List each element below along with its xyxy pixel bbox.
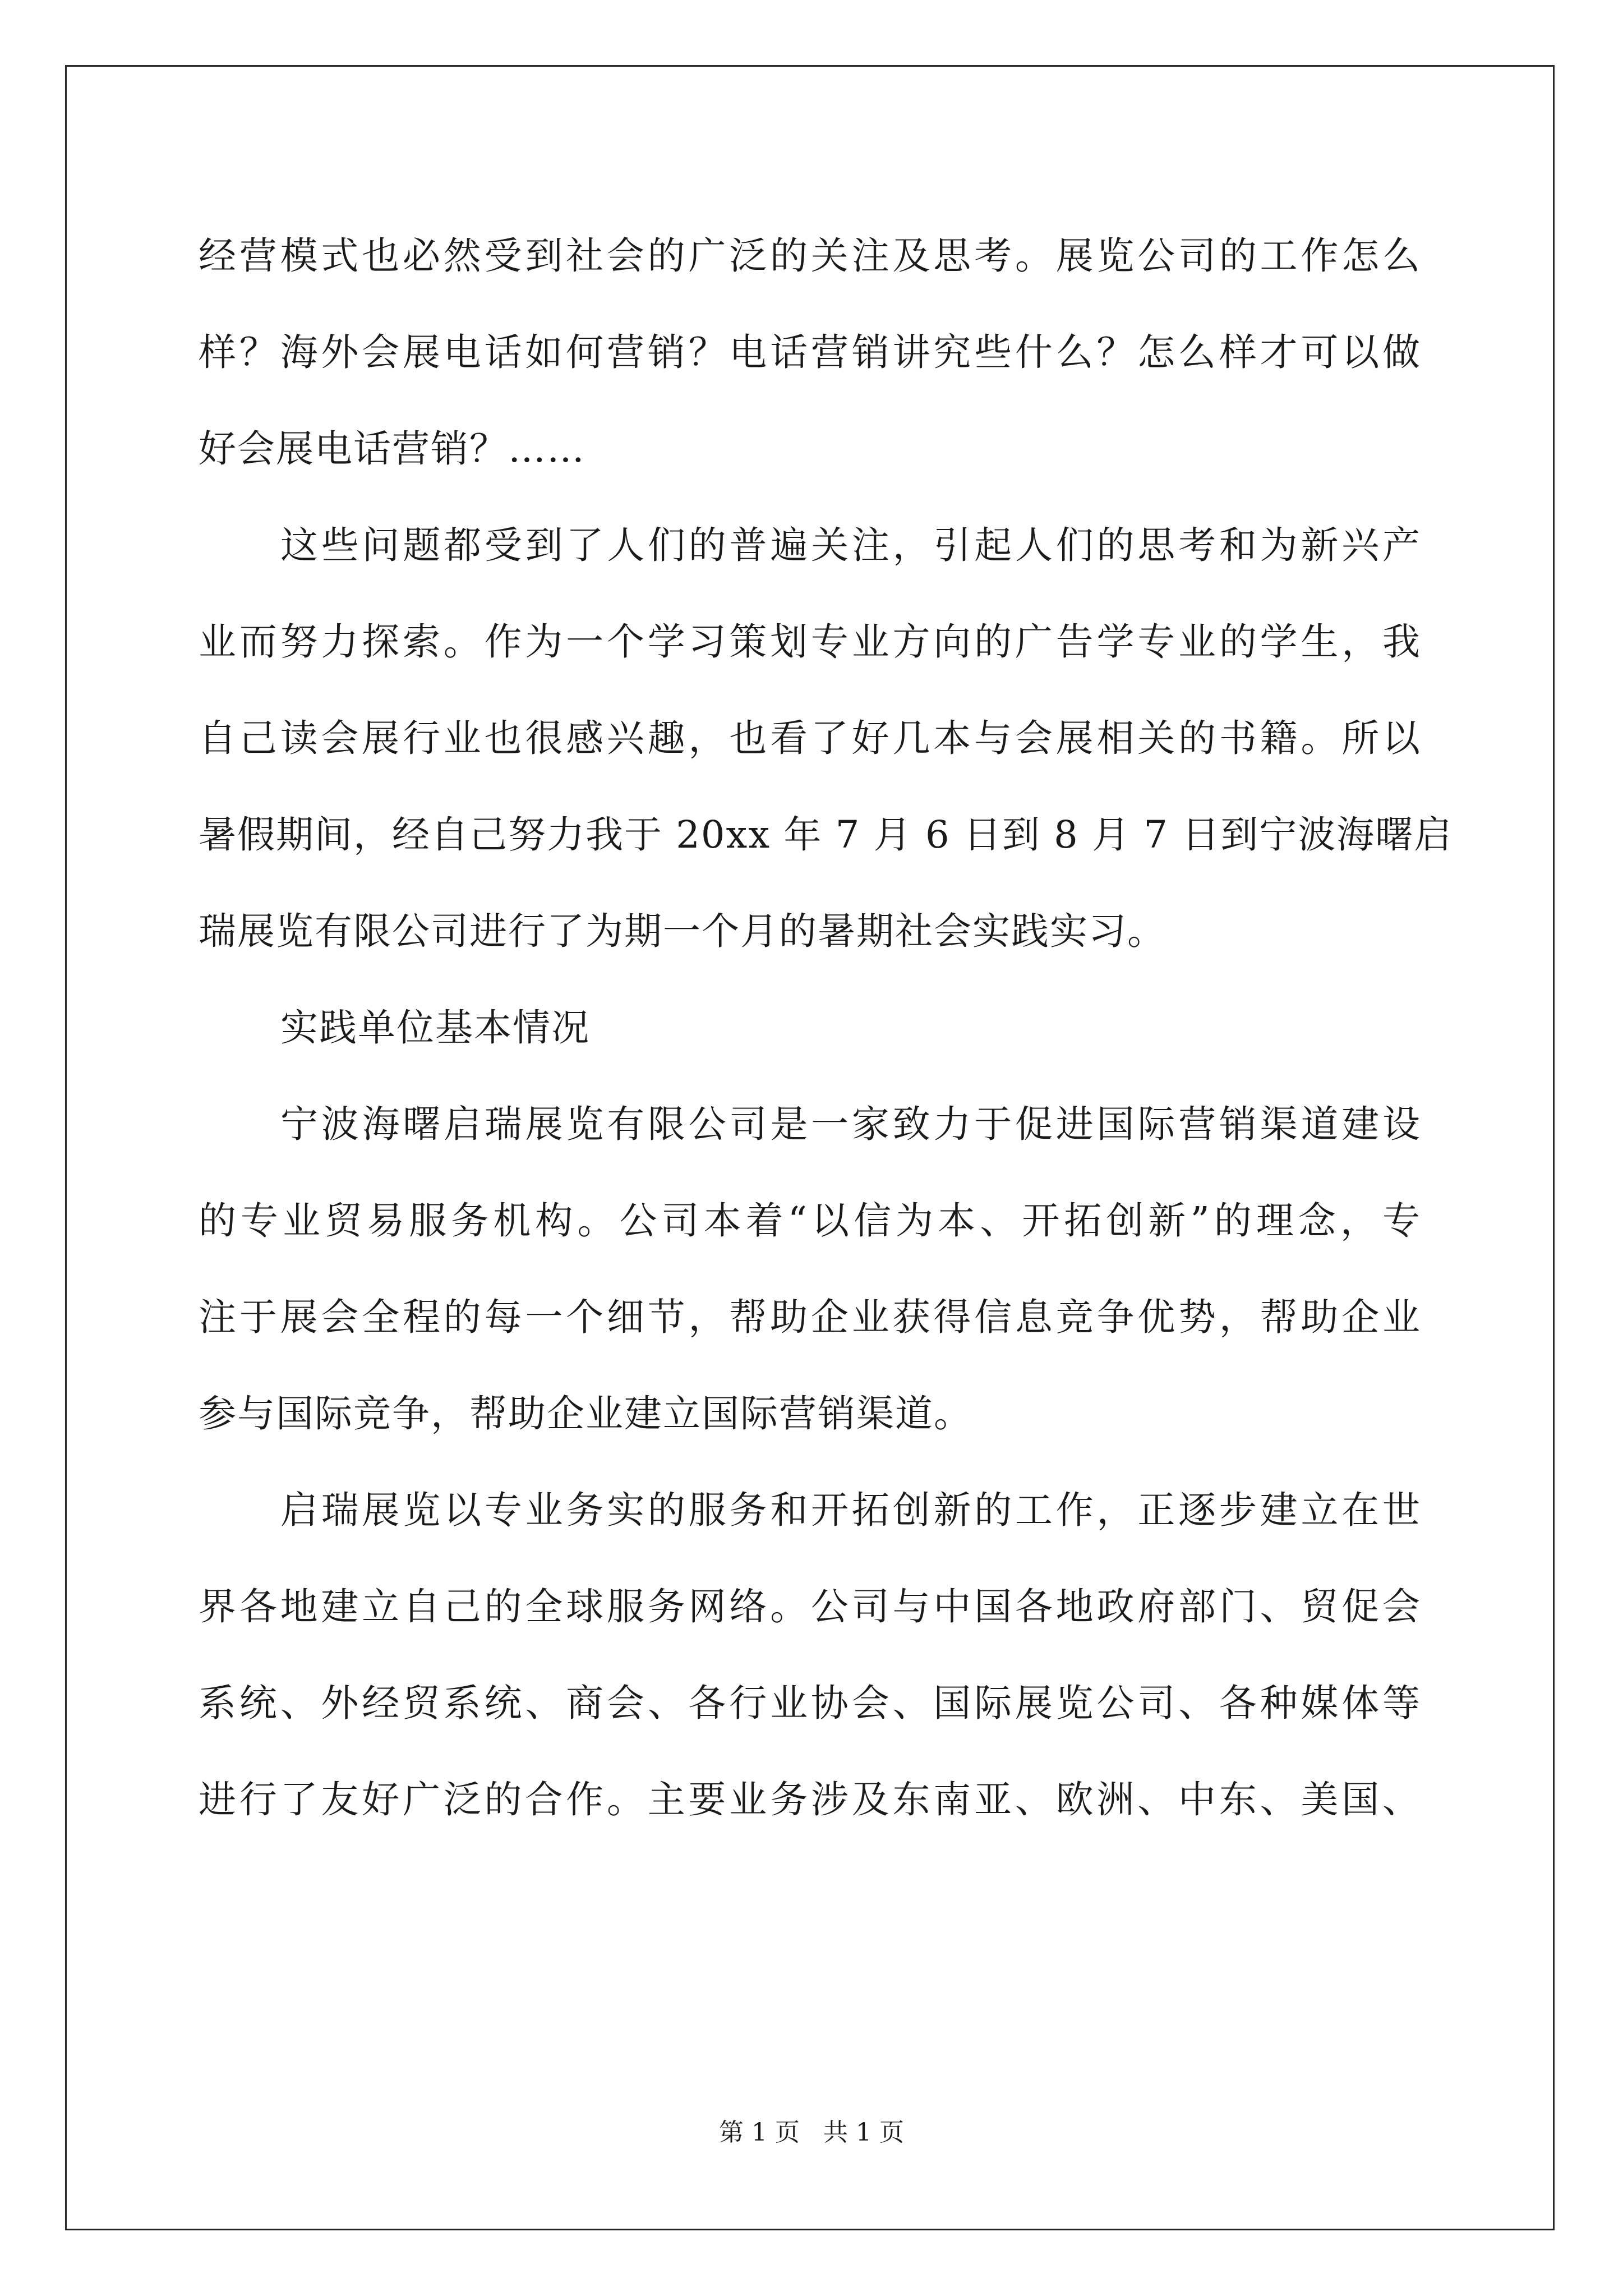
text-line: 暑假期间，经自己努力我于 20xx 年 7 月 6 日到 8 月 7 日到宁波海曙启	[199, 813, 1453, 857]
paragraph-3	[199, 1076, 1421, 1462]
section-heading	[199, 979, 1421, 1076]
text-line: 启瑞展览以专业务实的服务和开拓创新的工作，正逐步建立在世	[280, 1488, 1421, 1532]
text-line: 经营模式也必然受到社会的广泛的关注及思考。展览公司的工作怎么	[199, 234, 1421, 278]
text-line: 业而努力探索。作为一个学习策划专业方向的广告学专业的学生，我	[199, 620, 1421, 664]
text-line: 好会展电话营销？……	[199, 427, 585, 471]
text-line: 瑞展览有限公司进行了为期一个月的暑期社会实践实习。	[199, 909, 1166, 953]
text-line: 宁波海曙启瑞展览有限公司是一家致力于促进国际营销渠道建设	[280, 1102, 1421, 1146]
text-line: 参与国际竞争，帮助企业建立国际营销渠道。	[199, 1392, 972, 1435]
text-line: 这些问题都受到了人们的普遍关注，引起人们的思考和为新兴产	[280, 523, 1421, 567]
text-line: 的专业贸易服务机构。公司本着“以信为本、开拓创新”的理念，专	[199, 1199, 1421, 1243]
text-line: 自己读会展行业也很感兴趣，也看了好几本与会展相关的书籍。所以	[199, 716, 1421, 760]
page-footer	[0, 2112, 1623, 2148]
paragraph-4	[199, 1462, 1421, 1848]
document-body	[199, 208, 1453, 1848]
paragraph-1	[199, 208, 1421, 497]
heading-text: 实践单位基本情况	[280, 1006, 590, 1050]
page-number: 第 1 页	[719, 2118, 800, 2147]
text-line: 注于展会全程的每一个细节，帮助企业获得信息竞争优势，帮助企业	[199, 1295, 1421, 1339]
text-line: 界各地建立自己的全球服务网络。公司与中国各地政府部门、贸促会	[199, 1585, 1421, 1628]
text-line: 系统、外经贸系统、商会、各行业协会、国际展览公司、各种媒体等	[199, 1681, 1421, 1725]
paragraph-2	[199, 497, 1453, 979]
text-line: 进行了友好广泛的合作。主要业务涉及东南亚、欧洲、中东、美国、	[199, 1778, 1421, 1821]
page-total: 共 1 页	[823, 2118, 904, 2147]
text-line: 样？海外会展电话如何营销？电话营销讲究些什么？怎么样才可以做	[199, 330, 1421, 374]
